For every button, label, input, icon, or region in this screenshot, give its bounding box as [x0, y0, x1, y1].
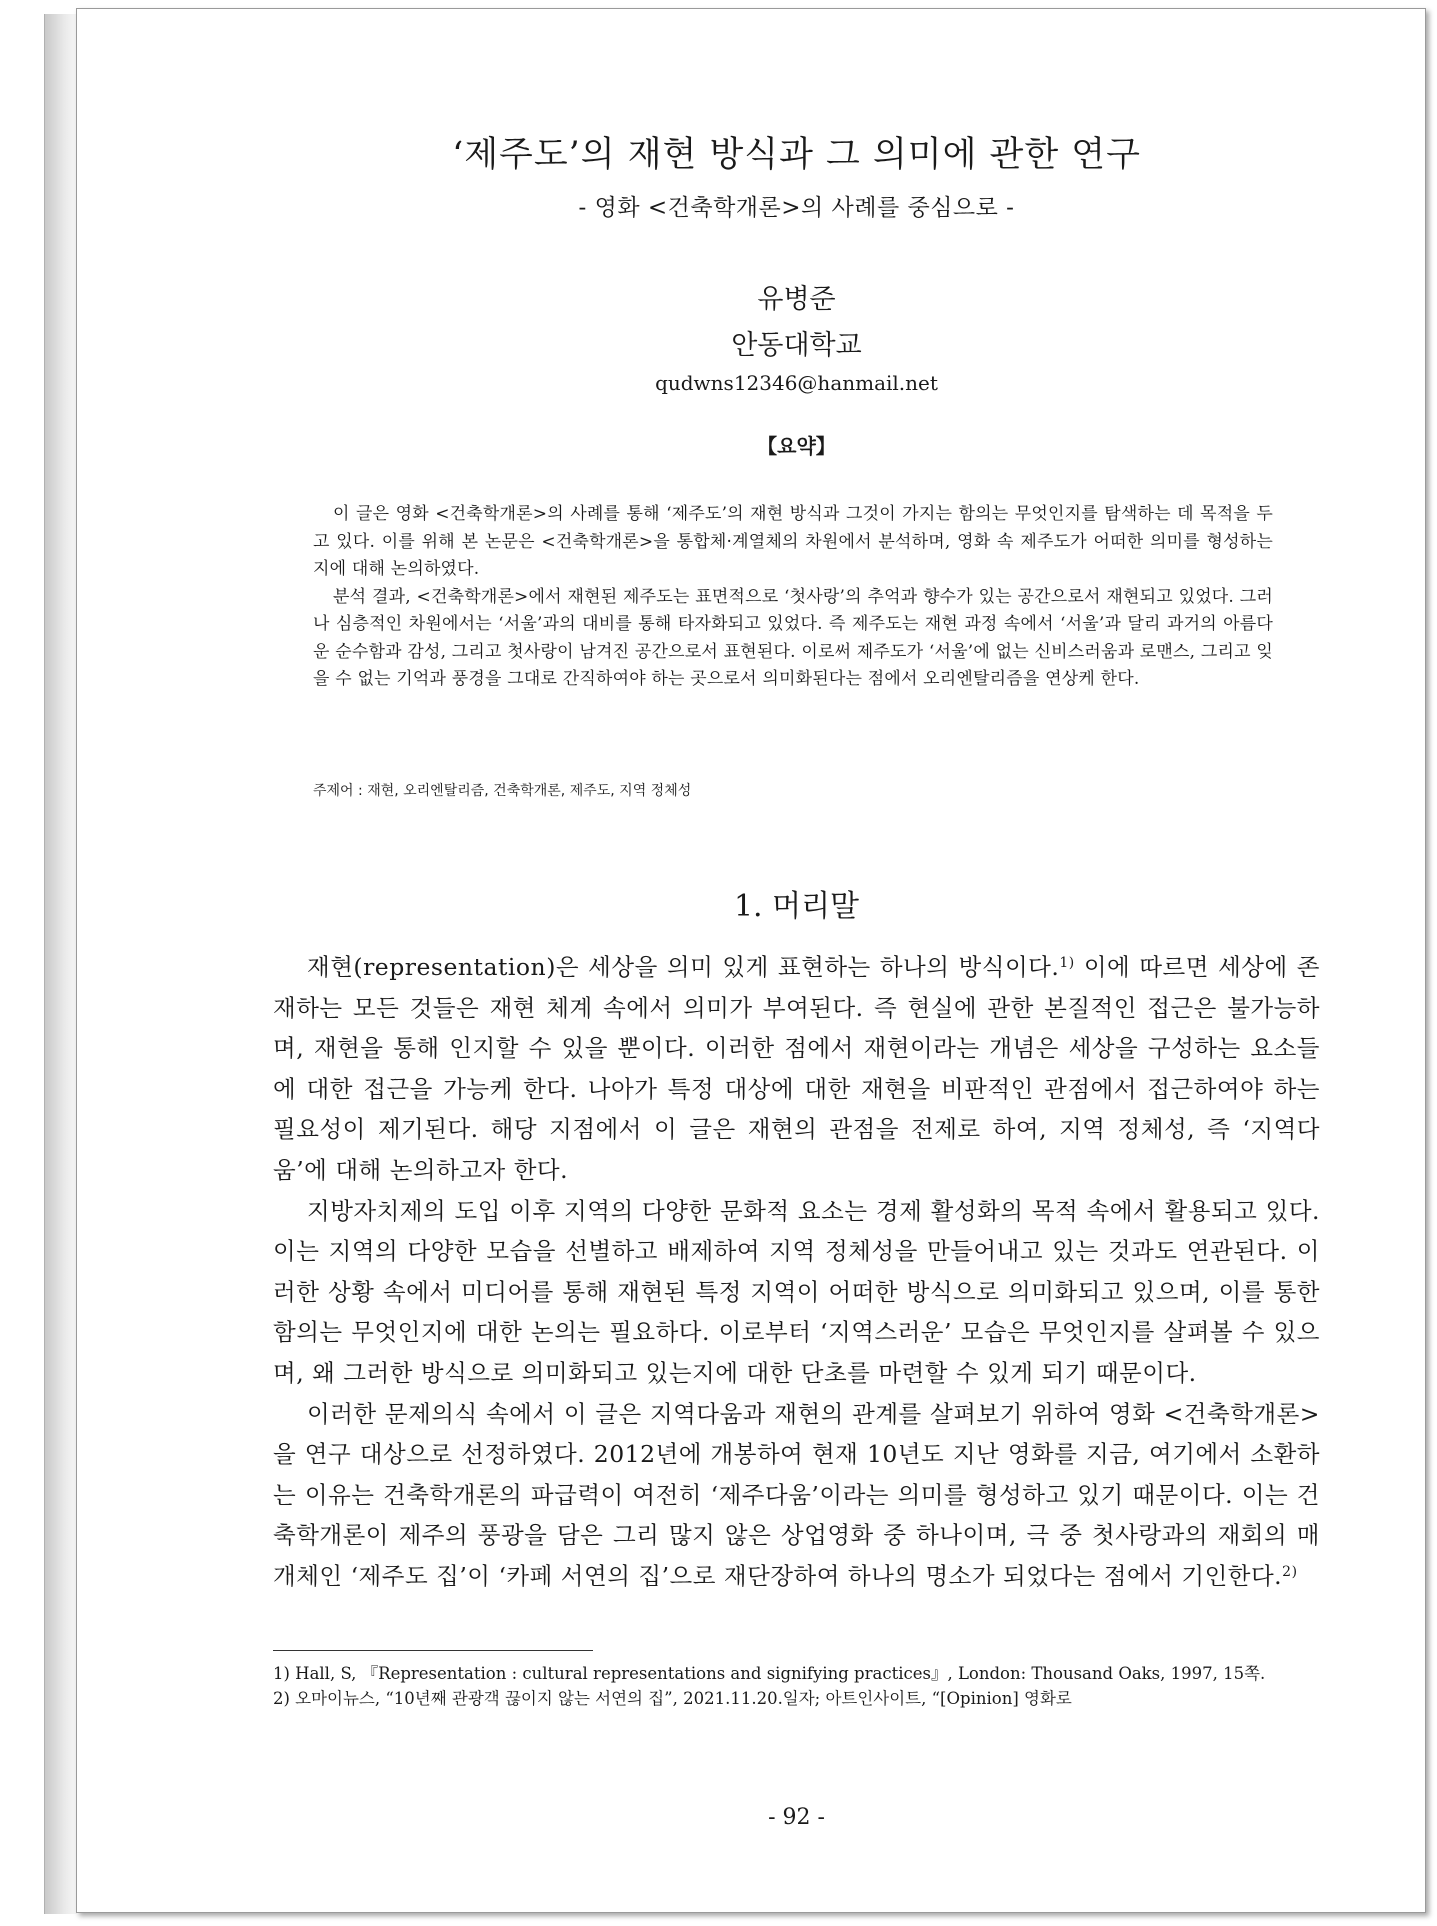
- keywords: 주제어 : 재현, 오리엔탈리즘, 건축학개론, 제주도, 지역 정체성: [313, 783, 692, 799]
- body-paragraph: [273, 1394, 1320, 1597]
- author-email: qudwns12346@hanmail.net: [655, 371, 938, 395]
- footnotes: [273, 1662, 1320, 1711]
- page-number: - 92 -: [768, 1805, 825, 1830]
- footnote-1: 1) Hall, S, 『Representation : cultural representations and signifying practices』, London: Thousand Oaks, 1997, 15쪽.: [273, 1664, 1266, 1683]
- body-paragraph: 지방자치제의 도입 이후 지역의 다양한 문화적 요소는 경제 활성화의 목적 속에서 활용되고 있다. 이는 지역의 다양한 모습을 선별하고 배제하여 지역 정체성을 만들어내고 있는 것과도 연관된다. 이러한 상황 속에서 미디어를 통해 재현된 특정 지역이 어떠한 방식으로 의미화되고 있으며, 이를 통한 함의는 무엇인지에 대한 논의는 필요하다. 이로부터 ‘지역스러운’ 모습은 무엇인지를 살펴볼 수 있으며, 왜 그러한 방식으로 의미화되고 있는지에 대한 단초를 마련할 수 있게 되기 때문이다.: [273, 1196, 1320, 1387]
- author-name: 유병준: [757, 284, 836, 315]
- body-paragraph: [273, 947, 1320, 1191]
- body-text-span: 재현(representation)은 세상을 의미 있게 표현하는 하나의 방식이다.: [307, 953, 1060, 981]
- abstract-paragraph: 이 글은 영화 <건축학개론>의 사례를 통해 ‘제주도’의 재현 방식과 그것이 가지는 함의는 무엇인지를 탐색하는 데 목적을 두고 있다. 이를 위해 본 논문은 <건축학개론>을 통합체·계열체의 차원에서 분석하며, 영화 속 제주도가 어떠한 의미를 형성하는지에 대해 논의하였다.: [313, 504, 1273, 579]
- abstract-heading: 【요약】: [757, 434, 836, 458]
- abstract-body: [313, 501, 1273, 694]
- footnote-ref-1[interactable]: 1): [1059, 955, 1075, 971]
- body-text-span: 이에 따르면 세상에 존재하는 모든 것들은 재현 체계 속에서 의미가 부여된다. 즉 현실에 관한 본질적인 접근은 불가능하며, 재현을 통해 인지할 수 있을 뿐이다. 이러한 점에서 재현이라는 개념은 세상을 구성하는 요소들에 대한 접근을 가능케 한다. 나아가 특정 대상에 대한 재현을 비판적인 관점에서 접근하여야 하는 필요성이 제기된다. 해당 지점에서 이 글은 재현의 관점을 전제로 하여, 지역 정체성, 즉 ‘지역다움’에 대해 논의하고자 한다.: [273, 953, 1320, 1184]
- paper-page: [76, 8, 1426, 1913]
- section-body: [273, 947, 1320, 1597]
- footnote-divider: [273, 1650, 593, 1651]
- page-edge-shadow: [44, 14, 77, 1914]
- body-text-span: 이러한 문제의식 속에서 이 글은 지역다움과 재현의 관계를 살펴보기 위하여 영화 <건축학개론>을 연구 대상으로 선정하였다. 2012년에 개봉하여 현재 10년도 지난 영화를 지금, 여기에서 소환하는 이유는 건축학개론의 파급력이 여전히 ‘제주다움’이라는 의미를 형성하고 있기 때문이다. 이는 건축학개론이 제주의 풍광을 담은 그리 많지 않은 상업영화 중 하나이며, 극 중 첫사랑과의 재회의 매개체인 ‘제주도 집’이 ‘카페 서연의 집’으로 재단장하여 하나의 명소가 되었다는 점에서 기인한다.: [273, 1399, 1321, 1590]
- section-heading: 1. 머리말: [733, 889, 860, 924]
- author-affiliation: 안동대학교: [731, 330, 862, 361]
- paper-subtitle: - 영화 <건축학개론>의 사례를 중심으로 -: [578, 195, 1015, 221]
- paper-title: ‘제주도’의 재현 방식과 그 의미에 관한 연구: [452, 135, 1141, 175]
- footnote-2: 2) 오마이뉴스, “10년째 관광객 끊이지 않는 서연의 집”, 2021.11.20.일자; 아트인사이트, “[Opinion] 영화로: [273, 1688, 1072, 1708]
- footnote-ref-2[interactable]: 2): [1282, 1563, 1298, 1580]
- abstract-paragraph: 분석 결과, <건축학개론>에서 재현된 제주도는 표면적으로 ‘첫사랑’의 추억과 향수가 있는 공간으로서 재현되고 있었다. 그러나 심층적인 차원에서는 ‘서울’과의 대비를 통해 타자화되고 있었다. 즉 제주도는 재현 과정 속에서 ‘서울’과 달리 과거의 아름다운 순수함과 감성, 그리고 첫사랑이 남겨진 공간으로서 표현된다. 이로써 제주도가 ‘서울’에 없는 신비스러움과 로맨스, 그리고 잊을 수 없는 기억과 풍경을 그대로 간직하여야 하는 곳으로서 의미화된다는 점에서 오리엔탈리즘을 연상케 한다.: [313, 586, 1273, 689]
